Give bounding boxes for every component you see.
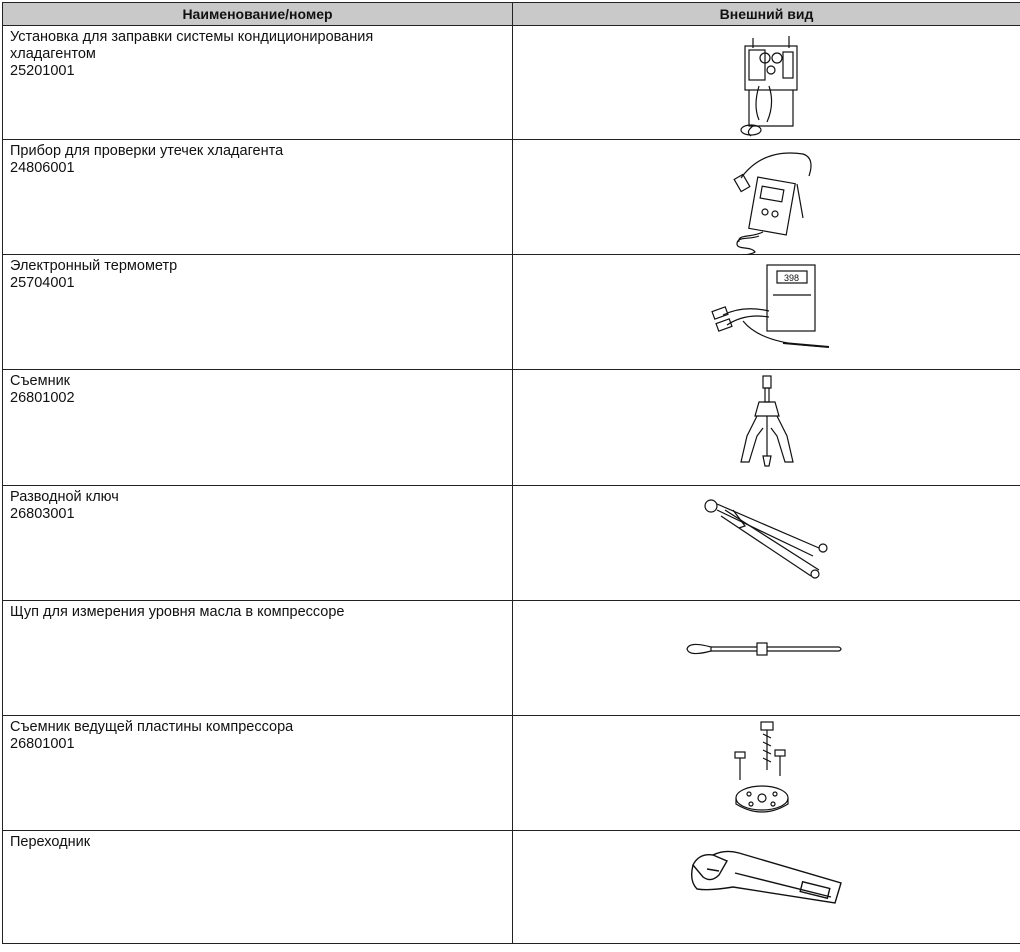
tool-name: Электронный термометр bbox=[10, 258, 178, 274]
header-name-number: Наименование/номер bbox=[3, 3, 513, 26]
tool-name-cell bbox=[3, 140, 513, 255]
tool-part-number: 26801001 bbox=[10, 736, 75, 752]
table-row bbox=[3, 716, 1020, 831]
tool-name: Съемник ведущей пластины компрессора bbox=[10, 719, 294, 735]
thermometer-display-value: 398 bbox=[784, 273, 800, 283]
tool-image-cell bbox=[513, 486, 1020, 601]
tool-image-cell bbox=[513, 716, 1020, 831]
tool-part-number: 24806001 bbox=[10, 160, 75, 176]
special-tools-sheet bbox=[2, 2, 1018, 944]
tool-name-cell bbox=[3, 370, 513, 486]
table-row bbox=[3, 831, 1020, 944]
tool-name: Установка для заправки системы кондиционирования хладагентом bbox=[10, 29, 374, 62]
drive-plate-puller-icon bbox=[513, 716, 1020, 831]
tool-name-cell bbox=[3, 601, 513, 716]
adapter-wrench-icon bbox=[513, 831, 1020, 944]
refrigerant-charging-station-icon bbox=[513, 26, 1020, 140]
tool-image-cell bbox=[513, 255, 1020, 370]
tool-name: Съемник bbox=[10, 373, 71, 389]
table-row bbox=[3, 255, 1020, 370]
tool-name-cell bbox=[3, 255, 513, 370]
adjustable-spanner-icon bbox=[513, 486, 1020, 601]
table-row bbox=[3, 486, 1020, 601]
header-appearance: Внешний вид bbox=[513, 3, 1020, 26]
tool-part-number: 26803001 bbox=[10, 506, 75, 522]
tool-name-cell bbox=[3, 831, 513, 944]
tool-name: Разводной ключ bbox=[10, 489, 119, 505]
table-row bbox=[3, 601, 1020, 716]
table-row bbox=[3, 26, 1020, 140]
tool-part-number: 25201001 bbox=[10, 63, 75, 79]
tool-name: Щуп для измерения уровня масла в компрессоре bbox=[10, 604, 345, 620]
tool-name-cell bbox=[3, 486, 513, 601]
tool-name: Прибор для проверки утечек хладагента bbox=[10, 143, 284, 159]
tool-image-cell bbox=[513, 26, 1020, 140]
table-row bbox=[3, 140, 1020, 255]
table-row bbox=[3, 370, 1020, 486]
puller-icon bbox=[513, 370, 1020, 486]
special-tools-table bbox=[2, 2, 1020, 944]
tool-part-number: 26801002 bbox=[10, 390, 75, 406]
electronic-thermometer-icon bbox=[513, 255, 1020, 370]
tool-image-cell bbox=[513, 370, 1020, 486]
leak-detector-icon bbox=[513, 140, 1020, 255]
tool-part-number: 25704001 bbox=[10, 275, 75, 291]
tool-image-cell bbox=[513, 601, 1020, 716]
tool-name: Переходник bbox=[10, 834, 91, 850]
table-header-row bbox=[3, 3, 1020, 26]
oil-dipstick-icon bbox=[513, 601, 1020, 716]
tool-image-cell bbox=[513, 831, 1020, 944]
tool-image-cell bbox=[513, 140, 1020, 255]
tool-name-cell bbox=[3, 716, 513, 831]
tool-name-cell bbox=[3, 26, 513, 140]
